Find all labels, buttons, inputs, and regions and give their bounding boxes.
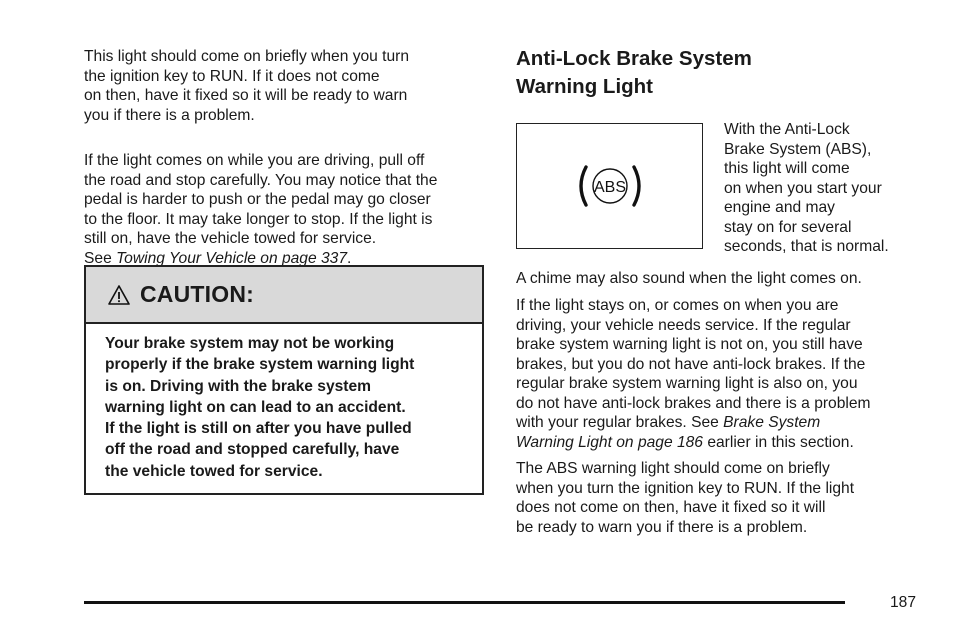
- caution-line: warning light on can lead to an accident.: [105, 398, 406, 416]
- caution-text: [105, 333, 414, 482]
- text-line: engine and may: [724, 199, 835, 216]
- text-line: pedal is harder to push or the pedal may go closer: [84, 191, 431, 208]
- driving-paragraph: [84, 151, 437, 268]
- text-line: A chime may also sound when the light comes on.: [516, 270, 862, 287]
- text-line: This light should come on briefly when you turn: [84, 48, 410, 65]
- caution-line: the vehicle towed for service.: [105, 462, 323, 480]
- heading-line: Warning Light: [516, 75, 654, 98]
- caution-line: Your brake system may not be working: [105, 335, 395, 352]
- see-prefix: with your regular brakes. See: [516, 414, 724, 431]
- text-line: when you turn the ignition key to RUN. If the light: [516, 479, 855, 497]
- intro-paragraph: [84, 47, 409, 125]
- abs-warning-icon: [574, 161, 646, 211]
- text-line: do not have anti-lock brakes and there is a problem: [516, 394, 871, 412]
- text-line: [516, 433, 871, 453]
- text-line: the ignition key to RUN. If it does not come: [84, 67, 380, 85]
- caution-header: [86, 267, 482, 324]
- text-line: to the floor. It may take longer to stop. If the light is: [84, 210, 433, 228]
- text-line: still on, have the vehicle towed for service.: [84, 230, 377, 247]
- abs-symbol-box: [516, 123, 703, 249]
- text-line: the road and stop carefully. You may notice that the: [84, 171, 438, 189]
- chime-paragraph: [516, 269, 862, 289]
- text-line: be ready to warn you if there is a problem.: [516, 518, 808, 536]
- text-line: driving, your vehicle needs service. If the regular: [516, 316, 851, 334]
- text-line: Brake System (ABS),: [724, 140, 872, 158]
- abs-description: [724, 120, 889, 257]
- caution-line: If the light is still on after you have pulled: [105, 420, 412, 438]
- abs-symbol-label: ABS: [593, 179, 626, 196]
- brake-reference-page: Warning Light on page 186: [516, 433, 703, 451]
- reference-suffix: earlier in this section.: [702, 433, 854, 451]
- caution-box: [84, 265, 484, 495]
- see-suffix: .: [347, 249, 352, 267]
- section-heading: [516, 45, 752, 101]
- text-line: brakes, but you do not have anti-lock brakes. If the: [516, 355, 866, 373]
- brake-reference: Brake System: [723, 414, 821, 431]
- text-line: The ABS warning light should come on briefly: [516, 460, 830, 477]
- service-paragraph: [516, 296, 871, 452]
- caution-line: is on. Driving with the brake system: [105, 377, 372, 395]
- footer-rule: [84, 601, 845, 604]
- text-line: on when you start your: [724, 179, 882, 197]
- text-line: [516, 413, 871, 433]
- text-line: on then, have it fixed so it will be ready to warn: [84, 87, 408, 104]
- text-line: brake system warning light is not on, you still have: [516, 336, 863, 353]
- abs-warning-paragraph: [516, 459, 854, 537]
- see-prefix: See: [84, 249, 117, 267]
- text-line: If the light stays on, or comes on when you are: [516, 297, 839, 314]
- text-line: regular brake system warning light is also on, you: [516, 375, 858, 392]
- heading-line: Anti-Lock Brake System: [516, 47, 752, 70]
- text-line: If the light comes on while you are driving, pull off: [84, 152, 425, 169]
- text-line: you if there is a problem.: [84, 106, 255, 124]
- caution-line: off the road and stopped carefully, have: [105, 441, 400, 459]
- caution-line: properly if the brake system warning light: [105, 356, 415, 374]
- page-number: 187: [890, 594, 917, 611]
- text-line: does not come on then, have it fixed so it will: [516, 499, 826, 516]
- text-line: stay on for several: [724, 218, 852, 236]
- warning-triangle-icon: [108, 284, 130, 306]
- caution-title: CAUTION:: [140, 281, 255, 307]
- towing-reference: Towing Your Vehicle on page 337: [116, 249, 348, 267]
- text-line: seconds, that is normal.: [724, 238, 889, 255]
- text-line: this light will come: [724, 160, 850, 177]
- text-line: With the Anti-Lock: [724, 121, 850, 138]
